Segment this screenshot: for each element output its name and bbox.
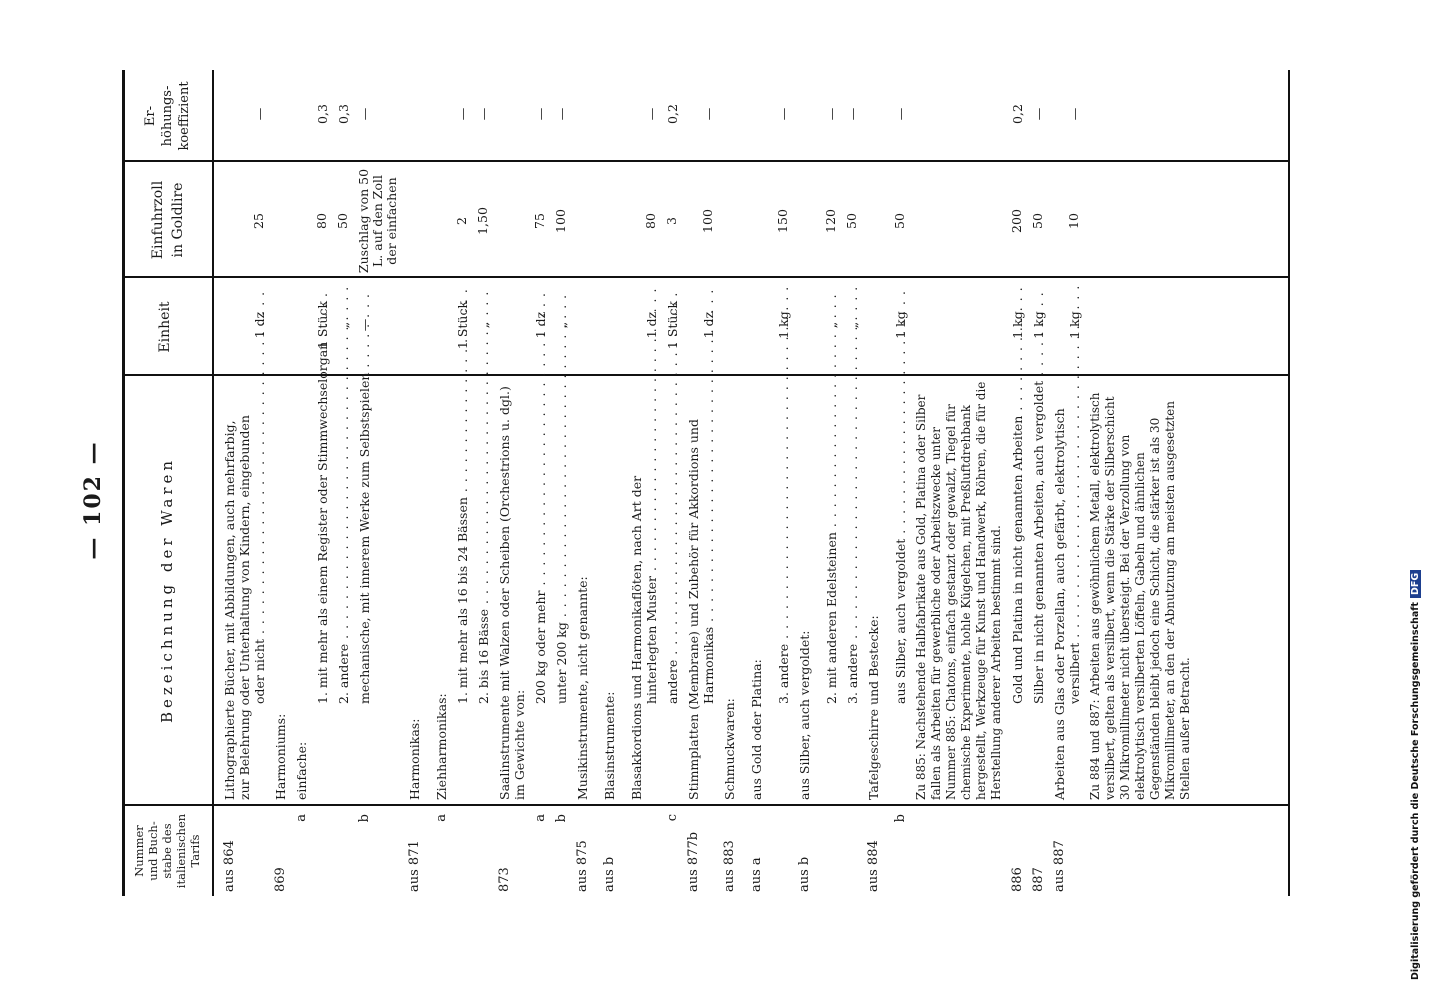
unit-cell: 1 dz — [701, 311, 716, 339]
coefficient-cell: 0,3 — [315, 104, 330, 124]
unit-cell: „ — [824, 321, 839, 329]
goods-description-line: Harmoniums: — [273, 713, 288, 800]
duty-cell: 150 — [775, 209, 790, 233]
duty-cell: 10 — [1066, 213, 1081, 229]
duty-cell: 200 — [1009, 209, 1024, 233]
coefficient-cell: — — [893, 107, 908, 121]
duty-cell: 50 — [335, 213, 350, 229]
goods-description-line: Harmonikas . . . — [701, 289, 716, 704]
goods-description — [222, 380, 267, 800]
tariff-number-value: aus a — [749, 857, 764, 892]
dfg-footer-text: Digitalisierung gefördert durch die Deutsche Forschungsgemeinschaft — [1410, 602, 1421, 980]
coefficient-cell: — — [644, 107, 659, 121]
header-einheit: Einheit — [157, 301, 173, 353]
coefficient-cell: 0,2 — [665, 104, 680, 124]
header-nummer-line: Nummer — [132, 825, 146, 877]
header-koef-line: Er- — [143, 105, 158, 127]
coefficient-cell: — — [1067, 107, 1082, 121]
goods-description-line: 1. mit mehr als einem Register oder Stimmwechselorgan . . . — [315, 292, 330, 704]
goods-description — [602, 380, 617, 800]
goods-description-line: hinterlegten Muster . . . — [644, 288, 659, 704]
goods-description-line: 2. bis 16 Bässe . . . — [476, 291, 491, 704]
unit-cell: „ — [476, 321, 491, 329]
tariff-number-value: aus 883 — [722, 840, 737, 892]
tariff-number-value: aus 877b — [686, 831, 701, 892]
duty-cell: 25 — [251, 213, 266, 229]
coefficient-cell: — — [533, 107, 548, 121]
duty-cell: 100 — [700, 209, 715, 233]
tariff-table — [122, 70, 1290, 896]
unit-cell: „ — [845, 321, 860, 329]
goods-description-line: Silber in nicht genannten Arbeiten, auch vergoldet . . . — [1031, 291, 1046, 704]
goods-description — [686, 380, 716, 800]
goods-description-line: 2. mit anderen Edelsteinen . . . — [824, 293, 839, 704]
duty-cell: 75 — [532, 213, 547, 229]
tariff-number — [273, 808, 288, 892]
goods-description-line: 1. mit mehr als 16 bis 24 Bässen . . . — [455, 288, 470, 704]
tariff-number-value: 887 — [1031, 867, 1046, 892]
unit-cell: 1 kg — [1067, 311, 1082, 339]
unit-cell: 1 kg — [893, 311, 908, 339]
goods-description-line: andere . . . — [665, 292, 680, 704]
duty-cell: Zuschlag von 50 L. auf den Zoll der einfachen — [356, 168, 399, 274]
goods-description — [497, 380, 527, 800]
goods-description-line: Saalinstrumente mit Walzen oder Scheiben (Orchestrions u. dgl.) — [497, 386, 512, 800]
unit-cell: 1 dz — [252, 311, 267, 339]
coefficient-cell: 0,3 — [336, 104, 351, 124]
duty-cell: 2 — [454, 217, 469, 225]
duty-cell: 80 — [314, 213, 329, 229]
goods-description-line: aus Silber, auch vergoldet: — [797, 630, 812, 800]
goods-description-line: Zu 885: Nachstehende Halbfabrikate aus Gold, Platina oder Silber fallen als Arbeiten für gewerbliche oder Arbeitszwecke unter Nummer 885: Chatons, einfach gestanzt oder gewalzt, Tiegel für chemische Experimente, hohle Kügelchen, mit Preßluftdrehbank hergestellt, Werkzeuge für Kunst und Handwerk, Röhren, die für die Herstellung anderer Arbeiten bestimmt sind. — [914, 381, 1003, 800]
goods-description-line: einfache: — [294, 741, 309, 800]
coefficient-cell: — — [357, 107, 372, 121]
coefficient-cell: — — [701, 107, 716, 121]
unit-cell: „ — [554, 321, 569, 329]
header-zoll — [148, 162, 188, 278]
tariff-number — [1052, 808, 1067, 892]
goods-description-line: versilbert . . . — [1067, 285, 1082, 704]
tariff-letter: b — [893, 814, 908, 823]
tariff-number-value: aus 864 — [222, 840, 237, 892]
unit-cell: 1 Stück — [665, 300, 680, 350]
coefficient-cell: 0,2 — [1010, 104, 1025, 124]
unit-cell: 1 dz — [533, 311, 548, 339]
goods-description-line: aus Gold oder Platina: — [749, 659, 764, 800]
tariff-number-value: aus 875 — [575, 840, 590, 892]
coefficient-cell: — — [252, 107, 267, 121]
coefficient-cell: — — [1031, 107, 1046, 121]
goods-description — [1052, 380, 1082, 800]
table-top-rule — [122, 70, 125, 896]
goods-description-line: im Gewichte von: — [512, 689, 527, 800]
page-number: — 102 — — [80, 440, 106, 560]
tariff-number-value: aus b — [797, 856, 812, 892]
tariff-number — [686, 808, 701, 892]
tariff-number — [722, 808, 737, 892]
tariff-letter: a — [294, 814, 309, 822]
unit-cell: 1 kg — [776, 311, 791, 339]
tariff-number-value: aus 887 — [1052, 840, 1067, 892]
tariff-number-value: aus b — [602, 856, 617, 892]
coefficient-cell: — — [845, 107, 860, 121]
goods-description-line: 3. andere . . . — [776, 286, 791, 704]
goods-description-line: zur Belehrung oder Unterhaltung von Kindern, eingebunden — [237, 415, 252, 800]
goods-description-line: Zu 884 und 887: Arbeiten aus gewöhnlichem Metall, elektrolytisch versilbert, gelten als versilbert, wenn die Stärke der Silberschicht 30 Mikromillimeter nicht übersteigt. Bei der Verzollung von elektrolytisch versilberten Löffeln, Gabeln und ähnlichen Gegenständen bleibt jedoch eine Schicht, die stärker ist als 30 Mikromillimeter, an den der Abnutzung am meisten ausgesetzten Stellen außer Betracht. — [1088, 392, 1192, 800]
table-bottom-rule — [1288, 70, 1290, 896]
tariff-number — [797, 808, 812, 892]
tariff-number — [1031, 808, 1046, 892]
tariff-number-value: 886 — [1010, 867, 1025, 892]
coefficient-cell: — — [824, 107, 839, 121]
tariff-number-value: 873 — [497, 867, 512, 892]
unit-cell: 1 kg — [1010, 311, 1025, 339]
goods-description — [434, 380, 449, 800]
dfg-logo: DFG — [1410, 570, 1421, 598]
tariff-number — [866, 808, 881, 892]
goods-description — [575, 380, 590, 800]
goods-description — [866, 380, 881, 800]
dfg-footer — [1410, 20, 1421, 980]
goods-description-line: unter 200 kg . . . — [554, 294, 569, 704]
tariff-number-value: 869 — [273, 867, 288, 892]
header-nummer — [132, 806, 202, 896]
goods-description — [629, 380, 659, 800]
goods-description — [722, 380, 737, 800]
column-rule — [122, 276, 1290, 278]
column-rule — [122, 804, 1290, 806]
goods-description-line: Schmuckwaren: — [722, 698, 737, 800]
tariff-number — [575, 808, 590, 892]
goods-description — [797, 380, 812, 800]
tariff-letter: c — [665, 814, 680, 822]
header-nummer-line: und Buch- — [146, 821, 160, 881]
tariff-number — [1010, 808, 1025, 892]
goods-description-line: mechanische, mit innerem Werke zum Selbstspielen . . . — [357, 293, 372, 704]
tariff-letter: b — [357, 814, 372, 823]
goods-description-line: Lithographierte Bücher, mit Abbildungen, auch mehrfarbig, — [222, 420, 237, 800]
tariff-letter: a — [533, 814, 548, 822]
duty-cell: 50 — [1030, 213, 1045, 229]
goods-description-line: 3. andere . . . — [845, 286, 860, 704]
tariff-letter: a — [434, 814, 449, 822]
goods-description-line: Stimmplatten (Membrane) und Zubehör für Akkordions und — [686, 419, 701, 800]
unit-cell: — — [357, 318, 372, 332]
goods-description — [749, 380, 764, 800]
header-nummer-line: stabe des — [160, 823, 174, 879]
goods-description — [407, 380, 422, 800]
goods-description-line: oder nicht . . . — [252, 291, 267, 704]
goods-description-line: 2. andere . . . — [336, 286, 351, 704]
duty-cell: 3 — [664, 217, 679, 225]
goods-description-line: Harmonikas: — [407, 718, 422, 800]
tariff-letter: b — [554, 814, 569, 823]
duty-cell: 1,50 — [475, 207, 490, 235]
header-zoll-line: in Goldlire — [170, 182, 186, 258]
goods-description-line: Gold und Platina in nicht genannten Arbeiten . . . — [1010, 286, 1025, 704]
goods-description-line: aus Silber, auch vergoldet . . . — [893, 290, 908, 704]
goods-description-line: Musikinstrumente, nicht genannte: — [575, 576, 590, 800]
unit-cell: 1 Stück — [455, 300, 470, 350]
tariff-number — [749, 808, 764, 892]
tariff-number — [407, 808, 422, 892]
goods-description — [294, 380, 309, 800]
duty-cell: 100 — [553, 209, 568, 233]
header-bezeichnung: Bezeichnung der Waren — [158, 456, 176, 724]
column-rule — [122, 160, 1290, 162]
header-koef-line: koeffizient — [177, 81, 192, 151]
goods-description-line: Arbeiten aus Glas oder Porzellan, auch gefärbt, elektrolytisch — [1052, 408, 1067, 800]
header-rule — [212, 70, 214, 896]
header-koef-line: höhungs- — [160, 85, 175, 147]
tariff-number — [497, 808, 512, 892]
goods-description — [1088, 380, 1193, 800]
header-nummer-line: italienischen — [174, 813, 188, 889]
goods-description-line: Blasakkordions und Harmonikaflöten, nach Art der — [629, 475, 644, 800]
coefficient-cell: — — [554, 107, 569, 121]
tariff-number-value: aus 884 — [866, 840, 881, 892]
header-koef — [142, 70, 193, 162]
unit-cell: 1 kg — [1031, 311, 1046, 339]
coefficient-cell: — — [776, 107, 791, 121]
tariff-number-value: aus 871 — [407, 840, 422, 892]
goods-description-line: Ziehharmonikas: — [434, 693, 449, 800]
tariff-number — [602, 808, 617, 892]
goods-description-line: Tafelgeschirre und Bestecke: — [866, 615, 881, 800]
duty-cell: 50 — [892, 213, 907, 229]
goods-description-line: 200 kg oder mehr . . . — [533, 292, 548, 704]
tariff-number — [222, 808, 237, 892]
unit-cell: 1 Stück — [315, 300, 330, 350]
header-nummer-line: Tarifs — [188, 834, 202, 868]
header-zoll-line: Einfuhrzoll — [150, 180, 166, 260]
goods-description — [273, 380, 288, 800]
goods-description-line: Blasinstrumente: — [602, 691, 617, 800]
unit-cell: „ — [336, 321, 351, 329]
duty-cell: 80 — [643, 213, 658, 229]
coefficient-cell: — — [455, 107, 470, 121]
unit-cell: 1 dz — [644, 311, 659, 339]
goods-description — [914, 380, 1004, 800]
duty-cell: 120 — [823, 209, 838, 233]
duty-cell: 50 — [844, 213, 859, 229]
coefficient-cell: — — [476, 107, 491, 121]
